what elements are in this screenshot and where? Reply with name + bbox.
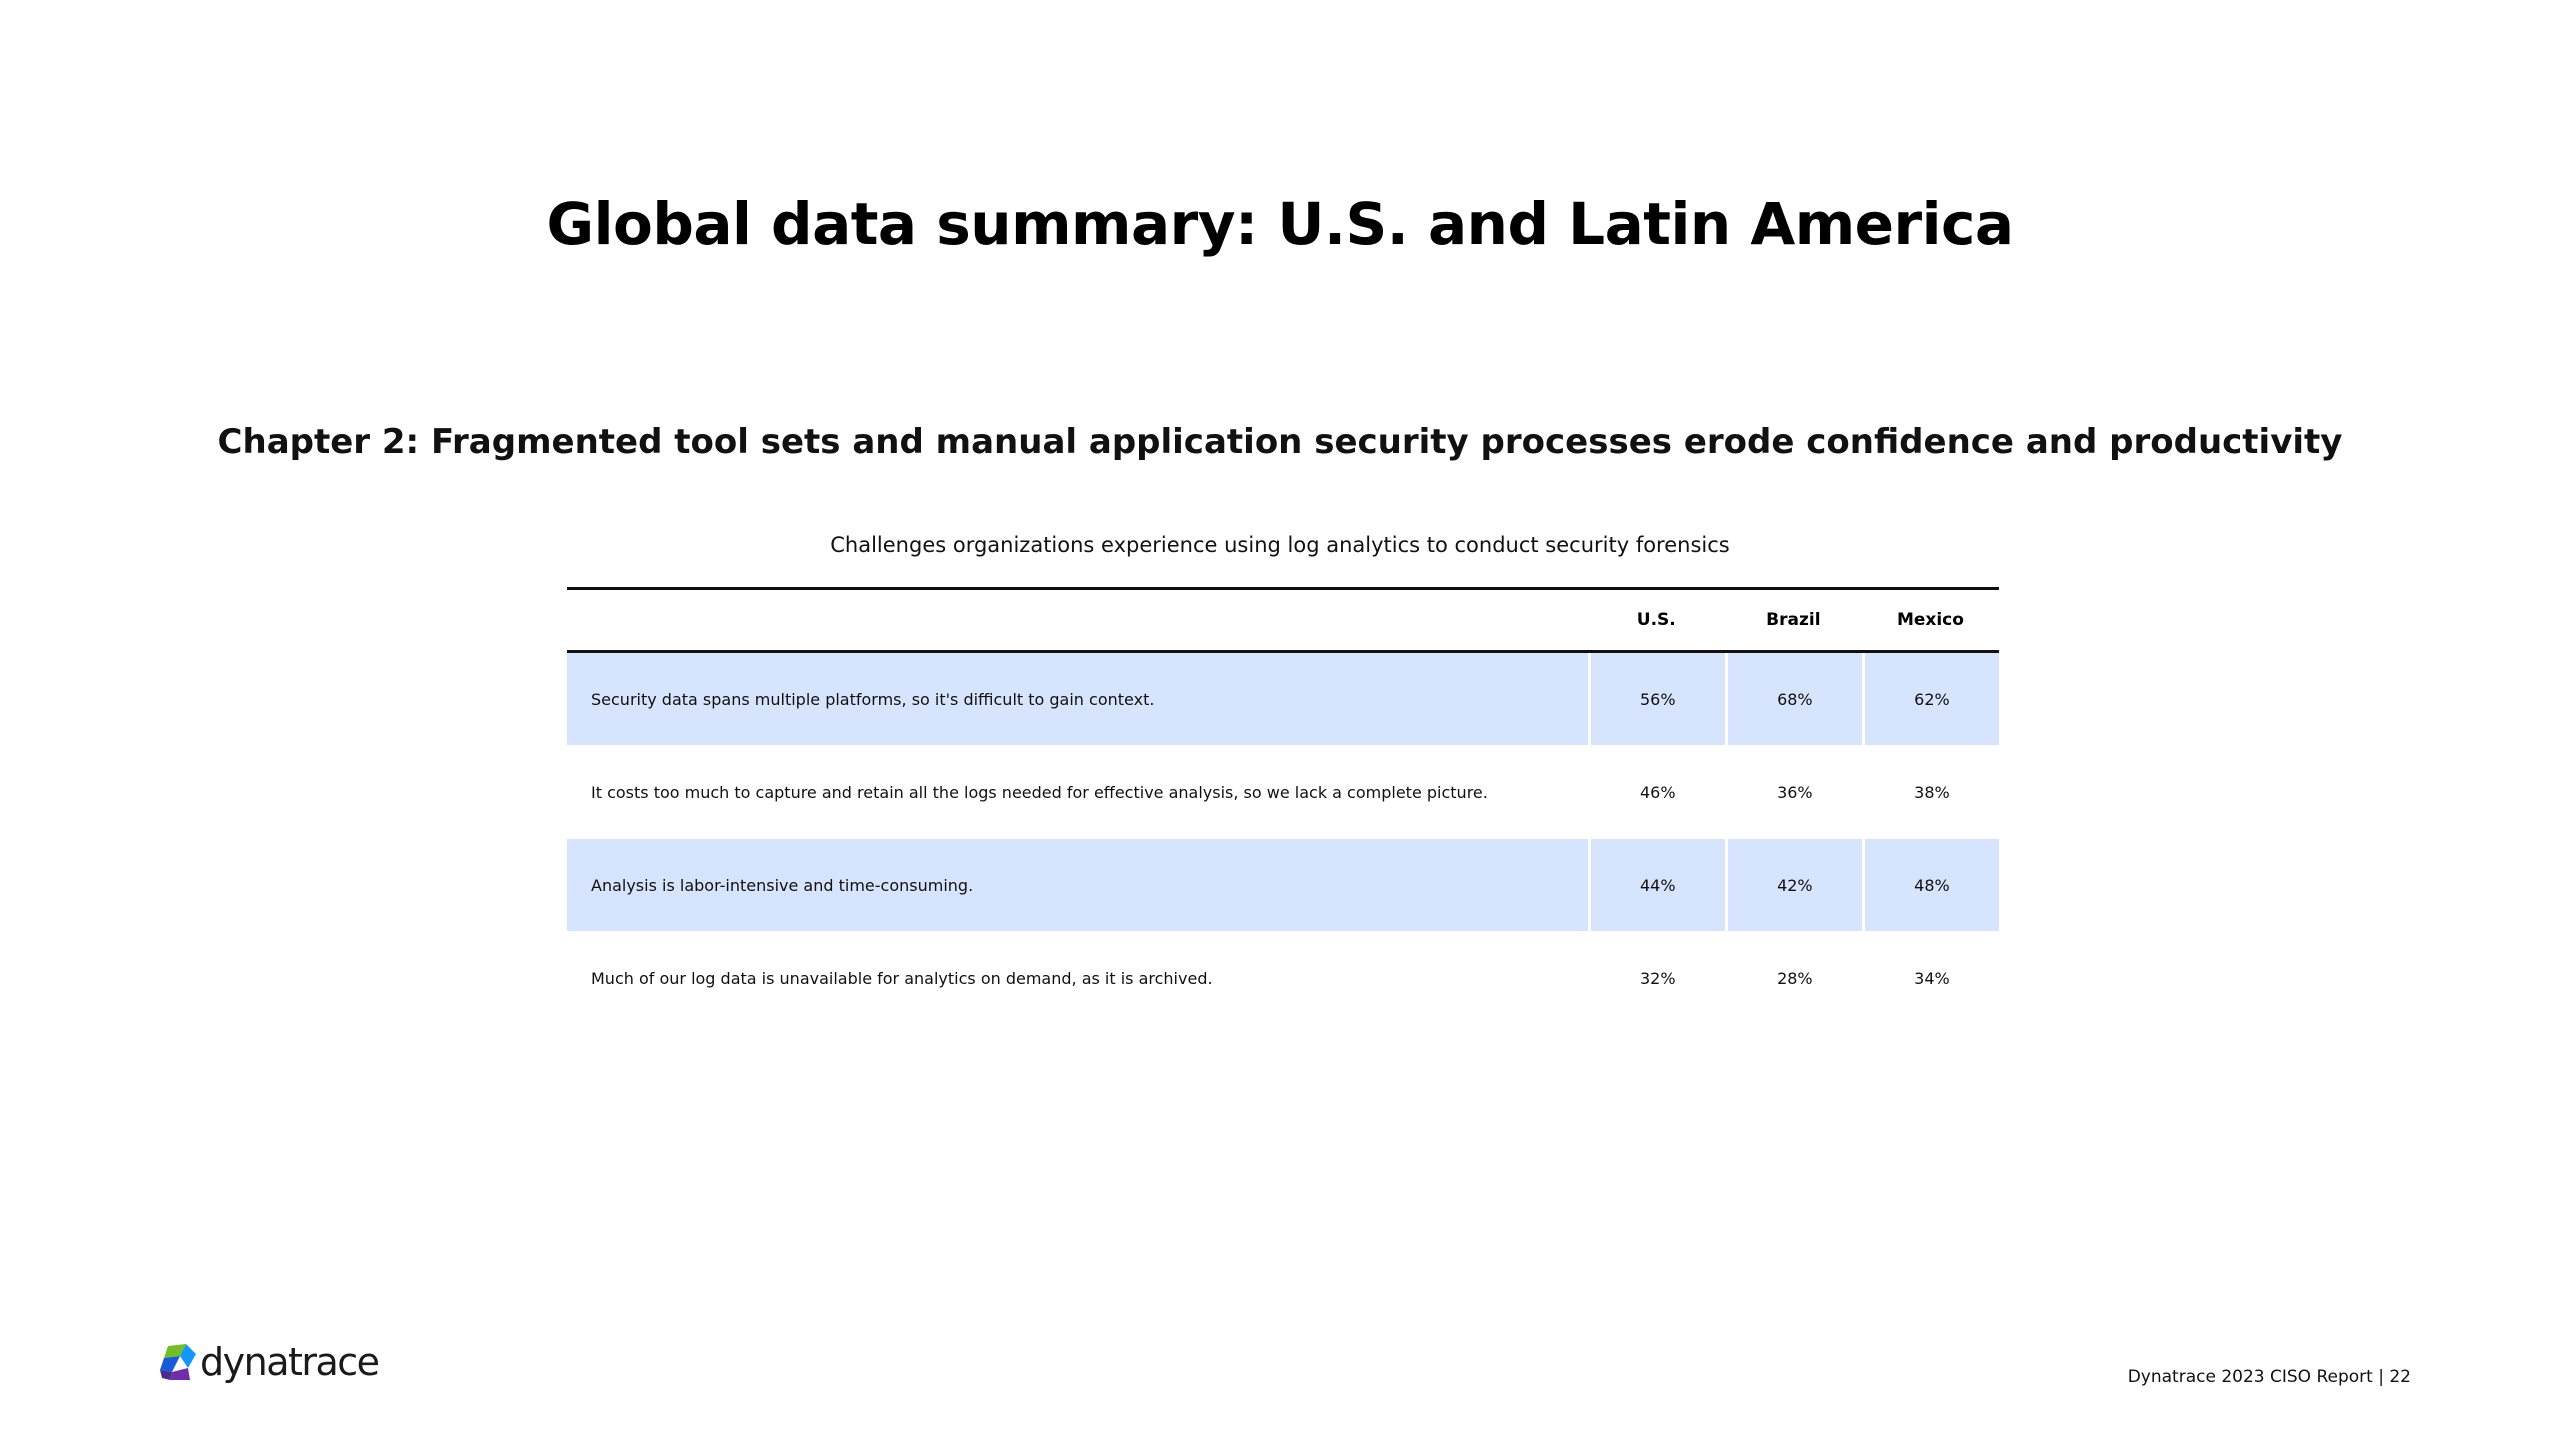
value-mexico: 38%	[1862, 745, 1999, 839]
page-footer: Dynatrace 2023 CISO Report | 22	[2127, 1367, 2411, 1387]
row-label: Security data spans multiple platforms, so it's difficult to gain context.	[567, 653, 1588, 745]
value-mexico: 48%	[1862, 839, 1999, 931]
value-us: 44%	[1588, 839, 1725, 931]
table-row	[567, 931, 1999, 1025]
column-header-label	[567, 587, 1588, 653]
value-brazil: 42%	[1725, 839, 1862, 931]
row-label: Analysis is labor-intensive and time-consuming.	[567, 839, 1588, 931]
table-row	[567, 745, 1999, 839]
dynatrace-logo	[158, 1340, 379, 1384]
row-label: Much of our log data is unavailable for analytics on demand, as it is archived.	[591, 968, 1213, 988]
value-us: 32%	[1588, 931, 1725, 1025]
value-brazil: 28%	[1725, 931, 1862, 1025]
column-header-us: U.S.	[1588, 587, 1725, 653]
value-us: 56%	[1588, 653, 1725, 745]
value-us: 46%	[1588, 745, 1725, 839]
table-row	[567, 839, 1999, 931]
chapter-subtitle: Chapter 2: Fragmented tool sets and manual application security processes erode confidence and productivity	[217, 422, 2343, 462]
value-brazil: 68%	[1725, 653, 1862, 745]
logo-wordmark: dynatrace	[200, 1340, 379, 1384]
table-row	[567, 653, 1999, 745]
data-table	[567, 587, 1999, 1025]
value-brazil: 36%	[1725, 745, 1862, 839]
value-mexico: 62%	[1862, 653, 1999, 745]
page-title: Global data summary: U.S. and Latin America	[546, 190, 2014, 258]
column-header-brazil: Brazil	[1725, 587, 1862, 653]
table-caption: Challenges organizations experience using log analytics to conduct security forensics	[830, 533, 1730, 557]
table-header-row	[567, 587, 1999, 653]
column-header-mexico: Mexico	[1862, 587, 1999, 653]
row-label: It costs too much to capture and retain all the logs needed for effective analysis, so we lack a complete picture.	[591, 782, 1488, 802]
value-mexico: 34%	[1862, 931, 1999, 1025]
dynatrace-logo-icon	[158, 1342, 198, 1382]
